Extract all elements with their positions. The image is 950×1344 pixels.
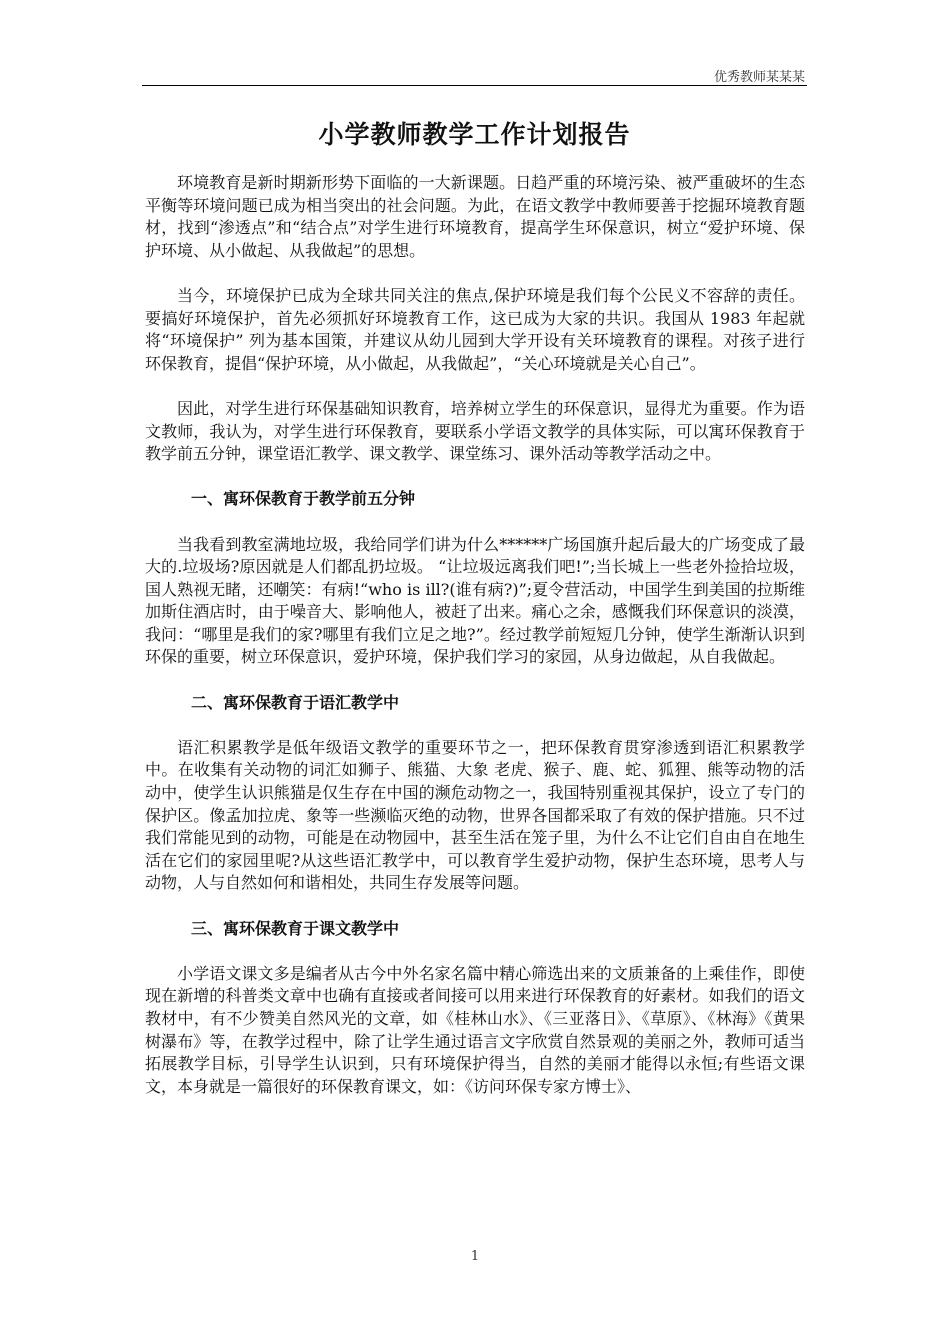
- header-divider: [142, 85, 807, 86]
- section-body-2: 语汇积累教学是低年级语文教学的重要环节之一，把环保教育贯穿渗透到语汇积累教学中。在收集有关动物的词汇如狮子、熊猫、大象 老虎、猴子、鹿、蛇、狐狸、熊等动物的活动中，使学生认识熊猫是仅生存在中国的濒危动物之一，我国特别重视其保护，设立了专门的保护区。像孟加拉虎、象等一些濒临灭绝的动物，世界各国都采取了有效的保护措施。只不过我们常能见到的动物，可能是在动物园中，甚至生活在笼子里，为什么不让它们自由自在地生活在它们的家园里呢?从这些语汇教学中，可以教育学生爱护动物，保护生态环境，思考人与动物，人与自然如何和谐相处，共同生存发展等问题。: [145, 737, 805, 893]
- page-title: 小学教师教学工作计划报告: [318, 120, 631, 149]
- header-author: 优秀教师某某某: [713, 70, 805, 85]
- paragraph-intro: 环境教育是新时期新形势下面临的一大新课题。日趋严重的环境污染、被严重破坏的生态平衡等环境问题已成为相当突出的社会问题。为此，在语文教学中教师要善于挖掘环境教育题材，找到“渗透点”和“结合点”对学生进行环境教育，提高学生环保意识，树立“爱护环境、保护环境、从小做起、从我做起”的思想。: [145, 173, 805, 260]
- section-body-1: 当我看到教室满地垃圾，我给同学们讲为什么******广场国旗升起后最大的广场变成了最大的.垃圾场?原因就是人们都乱扔垃圾。 “让垃圾远离我们吧!”;当长城上一些老外捡拾垃圾，国人熟视无睹，还嘲笑：有病!“who is ill?(谁有病?)”;夏令营活动，中国学生到美国的拉斯维加斯住酒店时，由于噪音大、影响他人，被赶了出来。痛心之余，感慨我们环保意识的淡漠， 我问：“哪里是我们的家?哪里有我们立足之地?”。经过教学前短短几分钟，使学生渐渐认识到环保的重要，树立环保意识，爱护环境，保护我们学习的家园，从身边做起，从自我做起。: [145, 534, 805, 667]
- paragraph-purpose: 因此，对学生进行环保基础知识教育，培养树立学生的环保意识，显得尤为重要。作为语文教师，我认为，对学生进行环保教育，要联系小学语文教学的具体实际，可以寓环保教育于教学前五分钟，课堂语汇教学、课文教学、课堂练习、课外活动等教学活动之中。: [145, 398, 805, 464]
- document-body: [145, 172, 805, 1121]
- section-heading-1: 一、寓环保教育于教学前五分钟: [191, 489, 416, 509]
- section-heading-2: 二、寓环保教育于语汇教学中: [191, 692, 400, 712]
- paragraph-background: 当今，环境保护已成为全球共同关注的焦点,保护环境是我们每个公民义不容辞的责任。要搞好环境保护，首先必须抓好环境教育工作，这已成为大家的共识。我国从 1983 年起就将“环境保护” 列为基本国策，并建议从幼儿园到大学开设有关环境教育的课程。对孩子进行环保教育，提倡“保护环境，从小做起，从我做起”，“关心环境就是关心自己”。: [145, 285, 805, 373]
- section-body-3: 小学语文课文多是编者从古今中外名家名篇中精心筛选出来的文质兼备的上乘佳作，即使现在新增的科普类文章中也确有直接或者间接可以用来进行环保教育的好素材。如我们的语文教材中，有不少赞美自然风光的文章，如《桂林山水》、《三亚落日》、《草原》、《林海》《黄果树瀑布》等，在教学过程中，除了让学生通过语言文字欣赏自然景观的美丽之外，教师可适当拓展教学目标，引导学生认识到，只有环境保护得当，自然的美丽才能得以永恒;有些语文课文，本身就是一篇很好的环保教育课文，如：《访问环保专家方博士》、: [145, 963, 805, 1096]
- page-number: 1: [470, 1249, 480, 1264]
- section-heading-3: 三、寓环保教育于课文教学中: [191, 918, 400, 938]
